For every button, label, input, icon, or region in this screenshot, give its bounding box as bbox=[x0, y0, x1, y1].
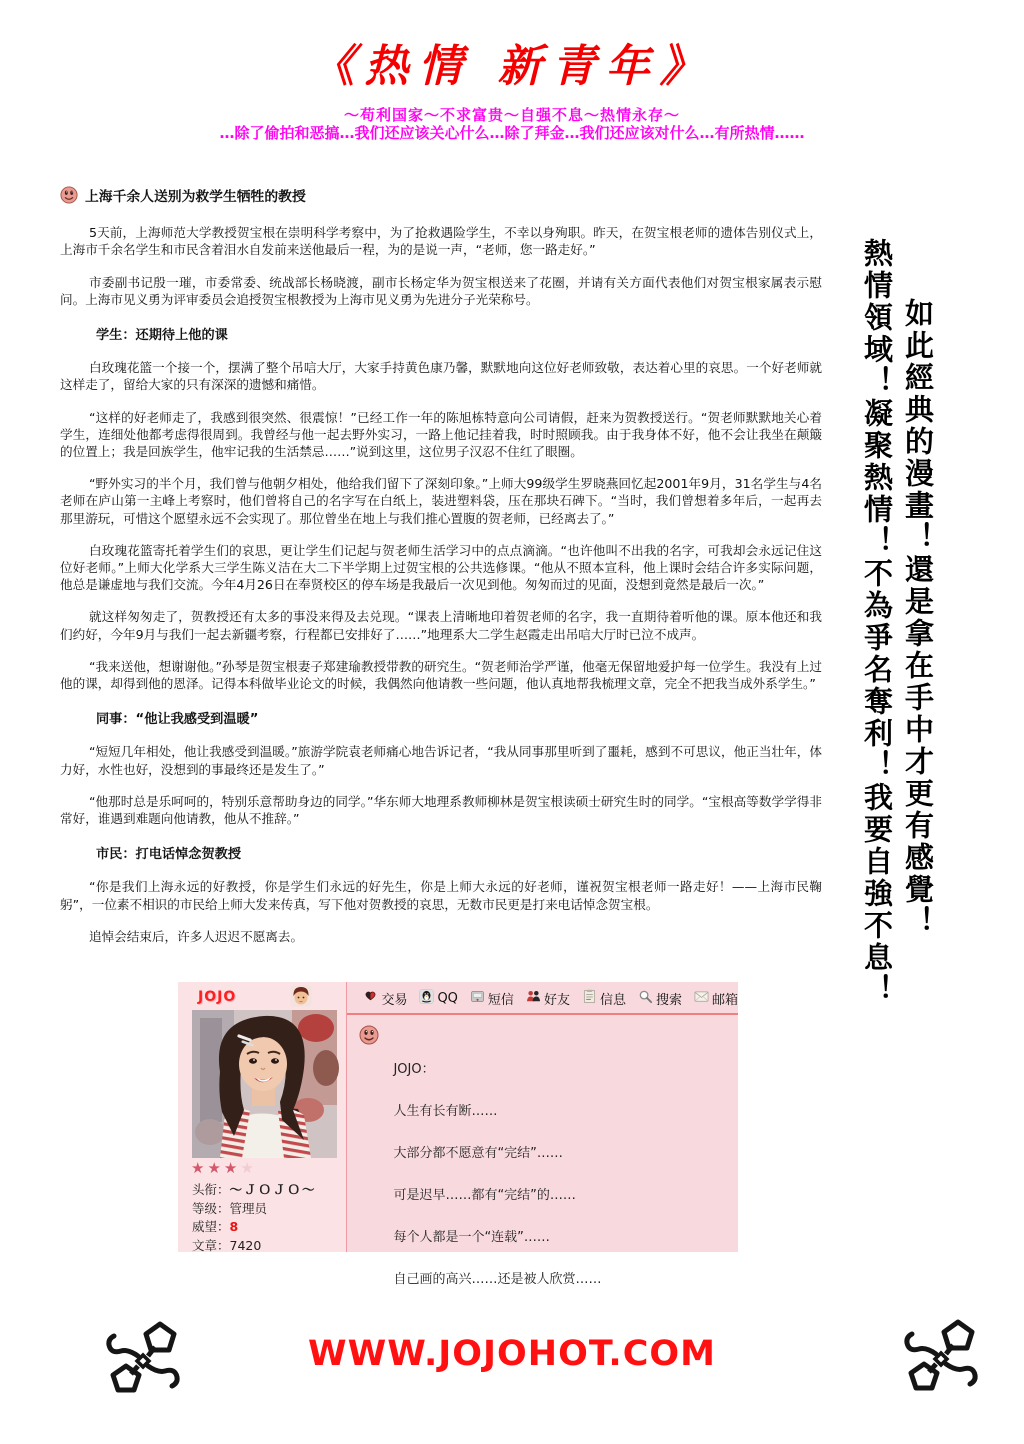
star-icon: ★ bbox=[207, 1159, 224, 1177]
profile-fields bbox=[192, 1181, 317, 1255]
article-heading: 上海千余人送别为救学生牺牲的教授 bbox=[85, 189, 306, 205]
toolbar-item-search[interactable]: 搜索 bbox=[638, 989, 682, 1008]
smiley-icon bbox=[60, 186, 78, 209]
article-block: “短短几年相处，他让我感受到温暖。”旅游学院袁老师痛心地告诉记者，“我从同事那里听到了噩耗，感到不可思议，他正当壮年，体力好，水性也好，没想到的事最终还是发生了。” bbox=[60, 744, 822, 777]
toolbar-item-qq[interactable]: QQ bbox=[419, 989, 457, 1008]
qq-icon bbox=[419, 989, 434, 1008]
star-icon: ★ bbox=[191, 1159, 208, 1177]
subtitle-line-2: …除了偷拍和恶搞…我们还应该关心什么…除了拜金…我们还应该对什么…有所热情…… bbox=[219, 124, 805, 142]
article-block: 市民：打电话悼念贺教授 bbox=[96, 847, 242, 863]
message-line: 人生有长有断…… bbox=[393, 1104, 498, 1119]
toolbar-item-sms[interactable]: 短信 bbox=[470, 989, 514, 1008]
toolbar-item-info[interactable]: 信息 bbox=[582, 989, 626, 1008]
article-block: 白玫瑰花篮一个接一个，摆满了整个吊唁大厅，大家手持黄色康乃馨，默默地向这位好老师致敬，表达着心里的哀思。一个好老师就这样走了，留给大家的只有深深的遗憾和痛惜。 bbox=[60, 360, 822, 393]
article-block: “你是我们上海永远的好教授，你是学生们永远的好先生，你是上师大永远的好老师，谨祝贺宝根老师一路走好！——上海市民鞠躬”，一位素不相识的市民给上师大发来传真，写下他对贺教授的哀思，无数市民更是打来电话悼念贺宝根。 bbox=[60, 879, 822, 912]
vertical-banner-right: 如此經典的漫畫！還是拿在手中才更有感覺！ bbox=[901, 298, 935, 938]
info-icon bbox=[582, 989, 597, 1008]
article-block: 追悼会结束后，许多人迟迟不愿离去。 bbox=[88, 928, 304, 944]
profile-field-level: 等级：管理员 bbox=[192, 1200, 268, 1216]
toolbar-item-mail[interactable]: 邮箱 bbox=[694, 989, 738, 1008]
friends-icon bbox=[526, 989, 541, 1008]
message-line: 自己画的高兴……还是被人欣赏…… bbox=[393, 1272, 602, 1287]
profile-field-prestige: 威望：8 bbox=[192, 1219, 239, 1234]
profile-panel bbox=[178, 982, 347, 1252]
article-body bbox=[60, 224, 822, 945]
article-block: “他那时总是乐呵呵的，特别乐意帮助身边的同学。”华东师大地理系教师柳林是贺宝根读硕士研究生时的同学。“宝根高等数学学得非常好，谁遇到难题向他请教，他从不推辞。” bbox=[60, 793, 822, 827]
article-block: 同事：“他让我感受到温暖” bbox=[96, 712, 259, 728]
site-url[interactable]: WWW.JOJOHOT.COM bbox=[308, 1334, 716, 1374]
profile-field-posts: 文章：7420 bbox=[192, 1237, 262, 1253]
forum-signature bbox=[178, 982, 738, 1287]
toolbar-item-trade[interactable]: 交易 bbox=[363, 989, 407, 1008]
mail-icon bbox=[694, 989, 709, 1008]
article-block: “这样的好老师走了，我感到很突然、很震惊！”已经工作一年的陈旭栋特意向公司请假，赶来为贺教授送行。“贺老师默默地关心着学生，连细处他都考虑得很周到。我曾经与他一起去野外实习，一路上他记挂着我，时时照顾我。由于我身体不好，他不会让我坐在颠簸的位置上；我是回族学生，他牢记我的生活禁忌……”说到这里，这位男子汉忍不住红了眼圈。 bbox=[60, 409, 822, 460]
article-block: 市委副书记殷一璀，市委常委、统战部长杨晓渡，副市长杨定华为贺宝根送来了花圈，并请有关方面代表他们对贺宝根家属表示慰问。上海市见义勇为评审委员会追授贺宝根教授为上海市见义勇为先进分子光荣称号。 bbox=[60, 274, 822, 307]
star-icon: ★ bbox=[240, 1159, 257, 1177]
page-title: 《热情 新青年》 bbox=[310, 41, 714, 92]
article-block: 5天前，上海师范大学教授贺宝根在崇明科学考察中，为了抢救遇险学生，不幸以身殉职。昨天，在贺宝根老师的遗体告别仪式上，上海市千余名学生和市民含着泪水自发前来送他最后一程，为的是说一声，“老师，您一路走好。” bbox=[60, 225, 822, 258]
article-block: 白玫瑰花篮寄托着学生们的哀思，更让学生们记起与贺老师生活学习中的点点滴滴。“也许他叫不出我的名字，可我却会永远记住这位好老师。”上师大化学系大三学生陈义洁在大二下半学期上过贺宝根的公共选修课。“他从不照本宣科，他上课时会结合许多实际问题，他总是谦虚地与我们交流。今年4月26日在奉贤校区的停车场是我最后一次见到他。匆匆而过的见面，没想到竟然是最后一次。” bbox=[60, 542, 822, 593]
message-panel bbox=[347, 982, 738, 1287]
profile-field-title: 头衔：～ＪＯＪＯ～ bbox=[192, 1182, 317, 1197]
search-icon bbox=[638, 989, 653, 1008]
sms-icon bbox=[470, 989, 485, 1008]
message-body bbox=[347, 1100, 738, 1287]
article-block: “我来送他，想谢谢他。”孙琴是贺宝根妻子郑建瑜教授带教的研究生。“贺老师治学严谨，他毫无保留地爱护每一位学生。我没有上过他的课，却得到他的恩泽。记得本科做毕业论文的时候，我偶然向他请教一些问题，他认真地帮我梳理文章，完全不把我当成外系学生。” bbox=[60, 658, 822, 692]
vertical-banner-left: 熱情領域！凝聚熱情！不為爭名奪利！我要自強不息！ bbox=[860, 238, 894, 1006]
username[interactable]: JOJO bbox=[198, 989, 237, 1005]
article-heading-row bbox=[60, 186, 822, 209]
article bbox=[60, 186, 822, 960]
mini-avatar-icon bbox=[290, 985, 312, 1011]
message-salutation: JOJO： bbox=[393, 1062, 435, 1077]
article-block: 就这样匆匆走了，贺教授还有太多的事没来得及去兑现。“课表上清晰地印着贺老师的名字，我一直期待着听他的课。原本他还和我们约好，今年9月与我们一起去新疆考察，行程都已安排好了……”地理系大二学生赵霞走出吊唁大厅时已泣不成声。 bbox=[60, 609, 822, 642]
star-icon: ★ bbox=[223, 1159, 241, 1177]
message-line: 大部分都不愿意有“完结”…… bbox=[393, 1146, 563, 1161]
rating-stars bbox=[191, 1159, 257, 1177]
article-block: “野外实习的半个月，我们曾与他朝夕相处，他给我们留下了深刻印象。”上师大99级学生罗晓燕回忆起2001年9月，31名学生与4名老师在庐山第一主峰上考察时，他们曾将自己的名字写在白纸上，装进塑料袋，压在那块石碑下。“当时，我们曾想着多年后，一起再去那里游玩，可惜这个愿望永远不会实现了。那位曾坐在地上与我们推心置腹的贺老师，已经离去了。” bbox=[60, 476, 822, 526]
trade-icon bbox=[363, 989, 378, 1008]
toolbar-item-friends[interactable]: 好友 bbox=[526, 989, 570, 1008]
article-block: 学生：还期待上他的课 bbox=[96, 328, 228, 344]
avatar-photo[interactable] bbox=[192, 1010, 337, 1158]
forum-toolbar bbox=[347, 982, 738, 1013]
message-line: 每个人都是一个“连载”…… bbox=[393, 1230, 550, 1245]
subtitle-line-1: ～苟利国家～不求富贵～自强不息～热情永存～ bbox=[343, 106, 680, 124]
ornament-icon bbox=[896, 1314, 986, 1404]
toolbar-divider bbox=[347, 1013, 738, 1015]
smiley-icon bbox=[359, 1025, 738, 1049]
message-line: 可是迟早……都有“完结”的…… bbox=[393, 1188, 576, 1203]
